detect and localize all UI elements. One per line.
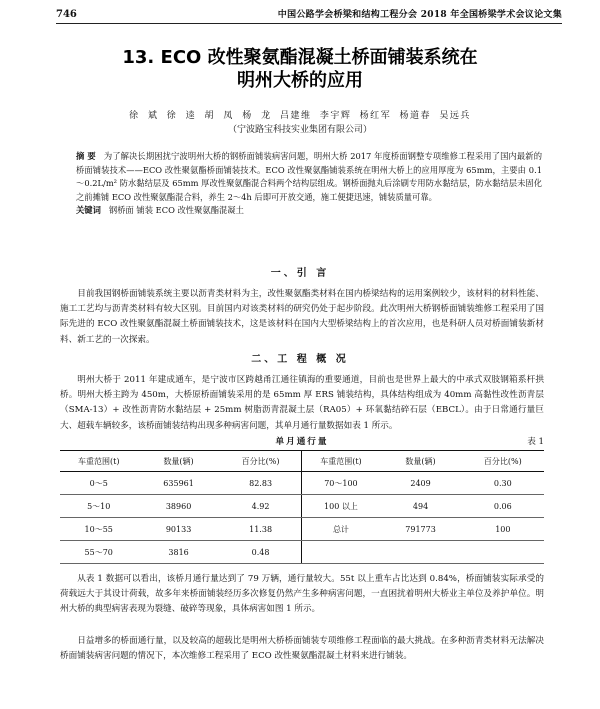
- table-cell: 0.06: [462, 495, 544, 518]
- title-line-1: 13. ECO 改性聚氨酯混凝土桥面铺装系统在: [122, 47, 478, 68]
- table-row: [60, 472, 544, 495]
- keywords-label: 关键词: [76, 205, 101, 216]
- table-cell: [462, 541, 544, 564]
- table-cell: 70～100: [302, 472, 379, 495]
- overview-paragraph-1: 明州大桥于 2011 年建成通车，是宁波市区跨越甬江通往镇海的重要通道，目前也是世界上最大的中承式双肢钢箱系杆拱桥。明州大桥主跨为 450m，大桥原桥面铺装采用的是 65mm 厚 ERS 铺装结构，具体结构组成为 40mm 高黏性改性沥青层（SMA-13）+ 改性沥青防水黏结层 + 25mm 树脂沥青混凝土层（RA05）+ 环氧黏结碎石层（EBCL）。由于日常通行量巨大、超载车辆较多，该桥面铺装结构出现多种病害问题，其单月通行量数据如表 1 所示。: [60, 375, 544, 431]
- table-cell: 82.83: [220, 472, 302, 495]
- table-cell: 55～70: [60, 541, 137, 564]
- header-cell: 车重范围(t): [60, 451, 137, 472]
- table-cell: 0.48: [220, 541, 302, 564]
- abstract-text: 为了解决长期困扰宁波明州大桥的钢桥面铺装病害问题，明州大桥 2017 年度桥面钢整专项维修工程采用了国内最新的桥面铺装技术——ECO 改性聚氨酯桥面铺装技术。ECO 改性聚氨酯铺装系统在明州大桥上的应用厚度为 65mm，主要由 0.1～0.2L/m² 防水黏结层及 65mm 厚改性聚氨酯混合料两个结构层组成。钢桥面抛丸后涂刷专用防水黏结层，防水黏结层未固化之前摊铺 ECO 改性聚氨酯混合料，养生 2～4h 后即可开放交通，施工便捷迅速，铺装质量可靠。: [76, 151, 543, 202]
- abstract-label: 摘 要: [76, 151, 96, 161]
- section-heading-introduction: 一、引 言: [270, 268, 330, 279]
- table-cell: 10～55: [60, 518, 137, 541]
- header-cell: 数量(辆): [379, 451, 461, 472]
- table-cell: [379, 541, 461, 564]
- table-cell: 0～5: [60, 472, 137, 495]
- table-cell: 总计: [302, 518, 379, 541]
- affiliation: （宁波路宝科技实业集团有限公司）: [227, 125, 372, 135]
- section-heading-overview: 二、工 程 概 况: [251, 354, 349, 365]
- table-cell: 11.38: [220, 518, 302, 541]
- table-cell: 5～10: [60, 495, 137, 518]
- header-cell: 车重范围(t): [302, 451, 379, 472]
- overview-paragraph-3: 日益增多的桥面通行量，以及较高的超载比是明州大桥桥面铺装专项维修工程面临的最大挑战。在多种沥青类材料无法解决桥面铺装病害问题的情况下，本次维修工程采用了 ECO 改性聚氨酯混凝土材料来进行铺装。: [60, 636, 544, 662]
- intro-paragraph: 目前我国钢桥面铺装系统主要以沥青类材料为主，改性聚氨酯类材料在国内桥梁结构的运用案例较少，该材料的材料性能、施工工艺均与沥青类材料有较大区别。目前国内对该类材料的研究仍处于起步阶段。此次明州大桥钢桥面铺装维修工程采用了国际先进的 ECO 改性聚氨酯混凝土桥面铺装技术，这是该材料在国内大型桥梁结构上的首次应用，也是科研人员对桥面铺装新材料、新工艺的一次探索。: [60, 289, 544, 345]
- table-cell: 90133: [137, 518, 219, 541]
- page-number: 746: [56, 9, 77, 20]
- header-cell: 数量(辆): [137, 451, 219, 472]
- running-header: 中国公路学会桥梁和结构工程分会 2018 年全国桥梁学术会议论文集: [277, 10, 562, 20]
- table-row: [60, 518, 544, 541]
- keywords: [76, 204, 542, 218]
- table-cell: 3816: [137, 541, 219, 564]
- table-cell: [302, 541, 379, 564]
- page-header: [56, 9, 562, 24]
- header-cell: 百分比(%): [220, 451, 302, 472]
- table-cell: 100 以上: [302, 495, 379, 518]
- abstract: [76, 150, 542, 218]
- table-cell: 4.92: [220, 495, 302, 518]
- table-cell: 38960: [137, 495, 219, 518]
- table-cell: 635961: [137, 472, 219, 495]
- table-cell: 494: [379, 495, 461, 518]
- header-cell: 百分比(%): [462, 451, 544, 472]
- paper-title: [60, 46, 540, 92]
- table-caption: [60, 436, 544, 449]
- table-number: 表 1: [527, 437, 544, 447]
- abstract-body: [76, 150, 542, 204]
- table-cell: 100: [462, 518, 544, 541]
- table-row: [60, 541, 544, 564]
- keywords-text: 钢桥面 铺装 ECO 改性聚氨酯混凝土: [108, 205, 244, 216]
- overview-paragraph-2: 从表 1 数据可以看出，该桥月通行量达到了 79 万辆，通行量较大。55t 以上重车占比达到 0.84%，桥面铺装实际承受的荷载远大于其设计荷载，故多年来桥面铺装经历多次修复仍然产生多种病害问题，一直困扰着明州大桥业主单位及养护单位。明州大桥的典型病害表现为裂缝、破碎等现象，具体病害如图 1 所示。: [60, 574, 544, 615]
- table-title: 单月通行量: [275, 437, 329, 447]
- title-line-2: 明州大桥的应用: [237, 70, 363, 91]
- table-cell: 791773: [379, 518, 461, 541]
- table-header-row: [60, 451, 544, 472]
- traffic-volume-table: [60, 450, 544, 564]
- author-list: 徐 斌 徐 逵 胡 凤 杨 龙 吕建维 李宇辉 杨红军 杨道春 吴远兵: [129, 111, 471, 121]
- table-cell: 0.30: [462, 472, 544, 495]
- table-row: [60, 495, 544, 518]
- table-cell: 2409: [379, 472, 461, 495]
